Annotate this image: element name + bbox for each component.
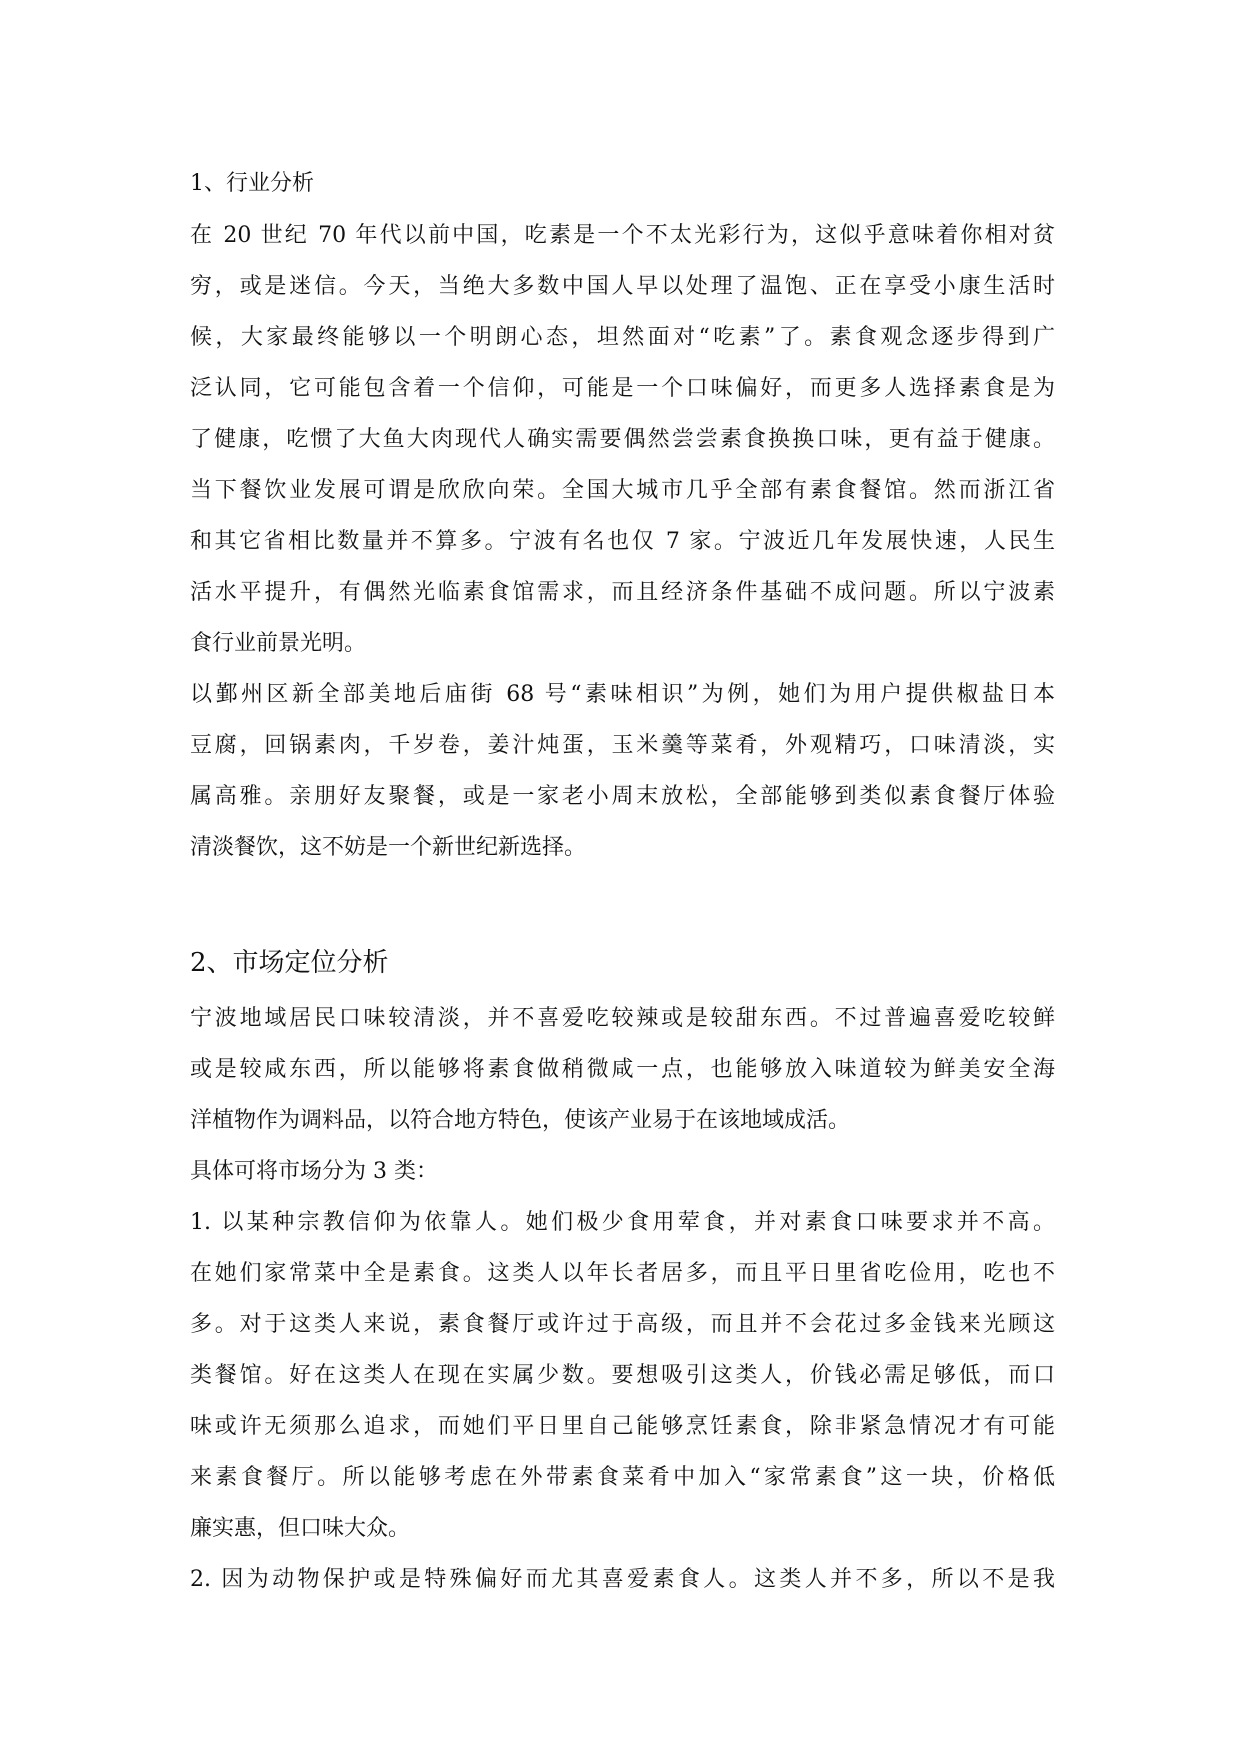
text-line: 2. 因为动物保护或是特殊偏好而尤其喜爱素食人。这类人并不多，所以不是我: [190, 1567, 1055, 1592]
text-line: 泛认同，它可能包含着一个信仰，可能是一个口味偏好，而更多人选择素食是为: [190, 376, 1055, 401]
text-line: 食行业前景光明。: [190, 631, 367, 656]
text-line: 或是较咸东西，所以能够将素食做稍微咸一点，也能够放入味道较为鲜美安全海: [190, 1057, 1055, 1082]
text-line: 属高雅。亲朋好友聚餐，或是一家老小周末放松，全部能够到类似素食餐厅体验: [190, 784, 1055, 809]
section-2-intro: [190, 1146, 1055, 1197]
section-1-heading: 1、行业分析: [190, 171, 314, 196]
list-item-2: [190, 1554, 1055, 1605]
text-line: 在她们家常菜中全是素食。这类人以年长者居多，而且平日里省吃俭用，吃也不: [190, 1261, 1055, 1286]
text-line: 宁波地域居民口味较清淡，并不喜爱吃较辣或是较甜东西。不过普遍喜爱吃较鲜: [190, 1006, 1055, 1031]
text-line: 豆腐，回锅素肉，千岁卷，姜汁炖蛋，玉米羹等菜肴，外观精巧，口味清淡，实: [190, 733, 1055, 758]
section-1-paragraph-1: [190, 210, 1055, 669]
section-2-paragraph-1: [190, 993, 1055, 1146]
text-line: 味或许无须那么追求，而她们平日里自己能够烹饪素食，除非紧急情况才有可能: [190, 1414, 1055, 1439]
document-body: [190, 158, 1055, 1605]
text-line: 1. 以某种宗教信仰为依靠人。她们极少食用荤食，并对素食口味要求并不高。: [190, 1210, 1055, 1235]
text-line: 清淡餐饮，这不妨是一个新世纪新选择。: [190, 835, 587, 860]
text-line: 了健康，吃惯了大鱼大肉现代人确实需要偶然尝尝素食换换口味，更有益于健康。: [190, 427, 1055, 452]
section-1-paragraph-2: [190, 669, 1055, 873]
text-line: 穷，或是迷信。今天，当绝大多数中国人早以处理了温饱、正在享受小康生活时: [190, 274, 1055, 299]
text-line: 多。对于这类人来说，素食餐厅或许过于高级，而且并不会花过多金钱来光顾这: [190, 1312, 1055, 1337]
text-line: 活水平提升，有偶然光临素食馆需求，而且经济条件基础不成问题。所以宁波素: [190, 580, 1055, 605]
text-line: 类餐馆。好在这类人在现在实属少数。要想吸引这类人，价钱必需足够低，而口: [190, 1363, 1055, 1388]
text-line: 具体可将市场分为 3 类：: [190, 1159, 438, 1184]
text-line: 候，大家最终能够以一个明朗心态，坦然面对“吃素”了。素食观念逐步得到广: [190, 325, 1055, 350]
list-item-1: [190, 1197, 1055, 1554]
text-line: 廉实惠，但口味大众。: [190, 1516, 411, 1541]
section-2-heading: 2、市场定位分析: [190, 948, 389, 978]
text-line: 以鄞州区新全部美地后庙街 68 号“素味相识”为例，她们为用户提供椒盐日本: [190, 682, 1055, 707]
text-line: 当下餐饮业发展可谓是欣欣向荣。全国大城市几乎全部有素食餐馆。然而浙江省: [190, 478, 1055, 503]
text-line: 来素食餐厅。所以能够考虑在外带素食菜肴中加入“家常素食”这一块，价格低: [190, 1465, 1055, 1490]
text-line: 洋植物作为调料品，以符合地方特色，使该产业易于在该地域成活。: [190, 1108, 851, 1133]
text-line: 在 20 世纪 70 年代以前中国，吃素是一个不太光彩行为，这似乎意味着你相对贫: [190, 223, 1055, 248]
text-line: 和其它省相比数量并不算多。宁波有名也仅 7 家。宁波近几年发展快速，人民生: [190, 529, 1055, 554]
section-spacer: [190, 873, 1055, 933]
